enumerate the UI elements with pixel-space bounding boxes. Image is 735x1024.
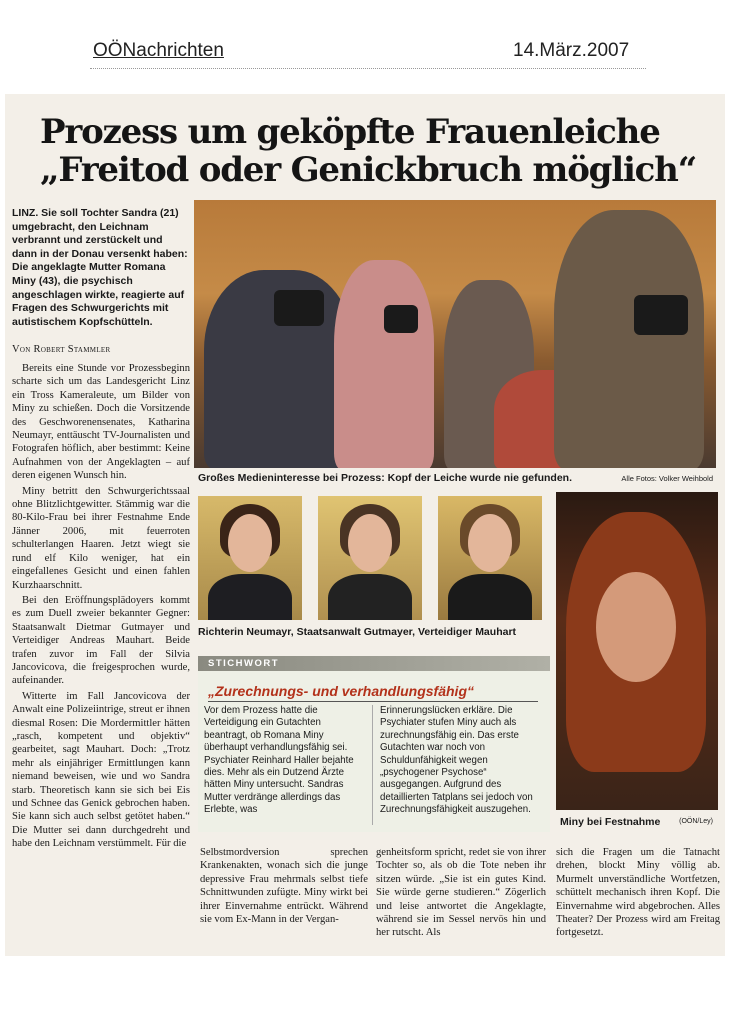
headline-line-2: „Freitod oder Genickbruch möglich“ (40, 150, 697, 190)
portrait-face (596, 572, 676, 682)
portraits-caption: Richterin Neumayr, Staatsanwalt Gutmayer, Verteidiger Mauhart (198, 626, 517, 638)
paragraph: Bereits eine Stunde vor Prozessbeginn scharte sich um das Landesgericht Linz ein Tross Kameraleute, um Bilder von Miny zu schießen. Doch die Vorsitzende des Geschworenensenates, Katharina Neumayr, enttäuscht TV-Journalisten und Fotografen höflich, aber bestimmt: Keine Aufnahmen von der Angeklagten – auf deren eigenen Wunsch hin. (12, 363, 190, 482)
portrait-torso (448, 574, 532, 620)
portrait-face (348, 514, 392, 572)
paragraph: Selbstmordversion sprechen Krankenakten, wonach sich die junge depressive Frau mehrmals selbst tiefe Schnittwunden zufügte. Miny wirkt bei ihrer Einvernahme entrückt. Während sie vom Ex-Mann in der Vergan- (200, 847, 368, 926)
miny-photo (556, 492, 718, 810)
portrait-face (228, 514, 272, 572)
camera-icon (634, 295, 688, 335)
newspaper-source: OÖNachrichten (93, 40, 224, 61)
lead-paragraph: LINZ. Sie soll Tochter Sandra (21) umgebracht, den Leichnam verbrannt und zerstückelt und dann in der Donau versenkt haben: Die angeklagte Mutter Romana Miny (43), die psychisch angeschlagen wirkte, reagierte auf Fragen des Schwurgerichts mit autistischem Kopfschütteln. (12, 207, 188, 328)
sidebar-keyword: STICHWORT (198, 656, 550, 671)
publication-date: 14.März.2007 (513, 40, 630, 61)
portrait-torso (328, 574, 412, 620)
photo-caption: Großes Medieninteresse bei Prozess: Kopf der Leiche wurde nie gefunden. (198, 472, 573, 484)
sidebar-title: „Zurechnungs- und verhandlungsfähig“ (208, 683, 474, 699)
camera-icon (384, 305, 418, 333)
portrait-defender (438, 496, 542, 620)
paragraph: genheitsform spricht, redet sie von ihrer Tochter so, als ob die Tote neben ihr sitzen würde. „Sie ist ein gutes Kind. Sie würde gerne studieren.“ Zögerlich und leise antwortet die Angeklagte, während sie im Sessel nervös hin und her rutscht. Als (376, 847, 546, 939)
camera-icon (274, 290, 324, 326)
portrait-prosecutor (318, 496, 422, 620)
portrait-torso (208, 574, 292, 620)
miny-caption: Miny bei Festnahme (560, 816, 661, 828)
sidebar-divider (208, 701, 538, 702)
article-column-3 (376, 846, 546, 954)
sidebar-column-divider (372, 705, 373, 825)
article-column-1 (12, 362, 190, 954)
paragraph: Miny betritt den Schwurgerichtssaal ohne Blitzlichtgewitter. Stämmig war die 80-Kilo-Frau bei ihrer Festnahme Ende Jänner 2006, mit feuerroten schulterlangen Haaren. Jetzt wiegt sie rund elf Kilo weniger, hat ein eingefallenes Gesicht und einen fahlen Kurzhaarschnitt. (12, 485, 190, 591)
press-photo (194, 200, 716, 468)
article-column-2 (200, 846, 368, 954)
byline: Von Robert Stammler (12, 344, 111, 355)
sidebar-column-1: Vor dem Prozess hatte die Verteidigung ein Gutachten beantragt, ob Romana Miny überhaupt verhandlungsfähig sei. Psychiater Reinhard Haller bejahte dies. Mehr als ein Dutzend Ärzte hätten Miny untersucht. Sandras Mutter verdränge allerdings das Erlebte, was (204, 705, 354, 816)
headline-line-1: Prozess um geköpfte Frauenleiche (40, 112, 660, 152)
sidebar-column-2: Erinnerungslücken erkläre. Die Psychiater stufen Miny auch als zurechnungsfähig ein. Das erste Gutachten war noch von Schuldunfähigkeit wegen „psychogener Psychose“ ausgegangen. Aufgrund des detaillierten Tatplans sei jedoch von Zurechnungsfähigkeit auszugehen. (380, 705, 533, 816)
portrait-judge (198, 496, 302, 620)
article-column-4 (556, 846, 720, 954)
photo-credit: Alle Fotos: Volker Weihbold (621, 474, 713, 483)
paragraph: Witterte im Fall Jancovicova der Anwalt eine Polizeiintrige, streut er ihnen diesmal Rosen: Die Mordermittler hätten „rasch, kompetent und objektiv“ gearbeitet, sagt Mauhart. Doch: „Trotz mehr als einjähriger Ermittlungen kann niemand beweisen, wie und wo Sandra starb. Theoretisch kann sie sich bei Eis und Schnee das Genick gebrochen haben. Sie kann sich auch selbst getötet haben.“ Die Mutter sei dann durchgedreht und habe den Leichnam verstümmelt. Für die (12, 690, 190, 850)
photographer-figure (554, 210, 704, 468)
photographer-figure (334, 260, 434, 468)
portrait-face (468, 514, 512, 572)
header-divider (90, 68, 646, 69)
paragraph: sich die Fragen um die Tatnacht drehen, blockt Miny völlig ab. Murmelt unverständliche Wortfetzen, schüttelt mechanisch ihren Kopf. Die Einvernahme wird abgebrochen. Alles Theater? Der Prozess wird am Freitag fortgesetzt. (556, 847, 720, 939)
paragraph: Bei den Eröffnungsplädoyers kommt es zum Duell zweier bekannter Gegner: Staatsanwalt Dietmar Gutmayer und Verteidiger Andreas Mauhart. Beide trafen zuvor im Fall der Silvia Jancovicova, die freigesprochen wurde, aufeinander. (12, 594, 190, 687)
miny-credit: (OÖN/Ley) (679, 818, 713, 825)
